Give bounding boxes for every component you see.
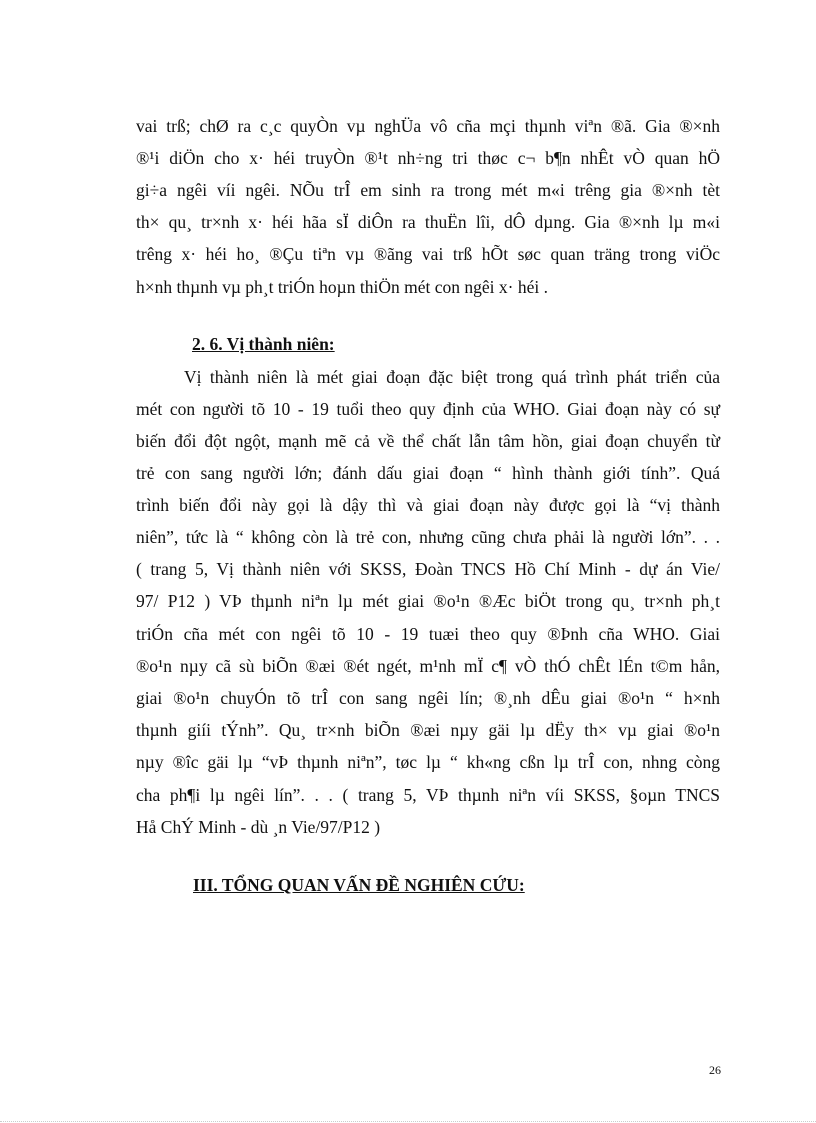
text-line: trẻ con sang người lớn; đánh dấu giai đoạn “ hình thành giới tính”. Quá (136, 463, 720, 483)
text-line: Hå ChÝ Minh - dù ¸n Vie/97/P12 ) (136, 817, 381, 837)
text-line: gi÷a ngêi víi ngêi. NÕu trÎ em sinh ra trong mét m«i trêng gia ®×nh tèt (136, 180, 720, 200)
text-line: trêng x· héi ho¸ ®Çu tiªn vµ ®ãng vai trß hÕt søc quan träng trong viÖc (136, 244, 720, 264)
text-line: biến đổi đột ngột, mạnh mẽ cả về thể chất lẫn tâm hồn, giai đoạn chuyển từ (136, 431, 720, 451)
text-line: Vị thành niên là mét giai đoạn đặc biệt trong quá trình phát triển của (184, 367, 720, 387)
text-line: niên”, tức là “ không còn là trẻ con, nhưng cũng chưa phải là người lớn”. . . (136, 527, 720, 547)
page-number: 26 (709, 1063, 721, 1077)
text-line: trình biến đổi này gọi là dậy thì và giai đoạn này được gọi là “vị thành (136, 495, 720, 515)
text-line: giai ®o¹n chuyÓn tõ trÎ con sang ngêi lín; ®¸nh dÊu giai ®o¹n “ h×nh (136, 688, 720, 708)
text-line: cha ph¶i lµ ngêi lín”. . . ( trang 5, VÞ thµnh niªn víi SKSS, §oµn TNCS (136, 785, 720, 805)
page-edge-divider (0, 1121, 816, 1122)
section-heading: 2. 6. Vị thành niên: (192, 334, 335, 354)
text-line: 97/ P12 ) VÞ thµnh niªn lµ mét giai ®o¹n ®Æc biÖt trong qu¸ tr×nh ph¸t (136, 591, 720, 611)
text-line: ( trang 5, Vị thành niên với SKSS, Đoàn TNCS Hồ Chí Minh - dự án Vie/ (136, 559, 720, 579)
text-line: h×nh thµnh vµ ph¸t triÓn hoµn thiÖn mét con ngêi x· héi . (136, 277, 548, 297)
text-line: thµnh giíi tÝnh”. Qu¸ tr×nh biÕn ®æi nµy gäi lµ dËy th× vµ giai ®o¹n (136, 720, 720, 740)
text-line: mét con người tõ 10 - 19 tuổi theo quy định của WHO. Giai đoạn này có sự (136, 399, 720, 419)
text-line: vai trß; chØ ra c¸c quyÒn vµ nghÜa vô cña mçi thµnh viªn ®ã. Gia ®×nh (136, 116, 720, 136)
text-line: ®o¹n nµy cã sù biÕn ®æi ®ét ngét, m¹nh mÏ c¶ vÒ thÓ chÊt lÉn t©m hån, (136, 656, 720, 676)
text-line: triÓn cña mét con ngêi tõ 10 - 19 tuæi theo quy ®Þnh cña WHO. Giai (136, 624, 720, 644)
chapter-heading: III. TỔNG QUAN VẤN ĐỀ NGHIÊN CỨU: (193, 875, 525, 895)
text-line: th× qu¸ tr×nh x· héi hãa sÏ diÔn ra thuËn lîi, dÔ dµng. Gia ®×nh lµ m«i (136, 212, 720, 232)
text-line: ®¹i diÖn cho x· héi truyÒn ®¹t nh÷ng tri thøc c¬ b¶n nhÊt vÒ quan hÖ (136, 148, 720, 168)
text-line: nµy ®îc gäi lµ “vÞ thµnh niªn”, tøc lµ “ kh«ng cßn lµ trÎ con, nhng còng (136, 752, 720, 772)
